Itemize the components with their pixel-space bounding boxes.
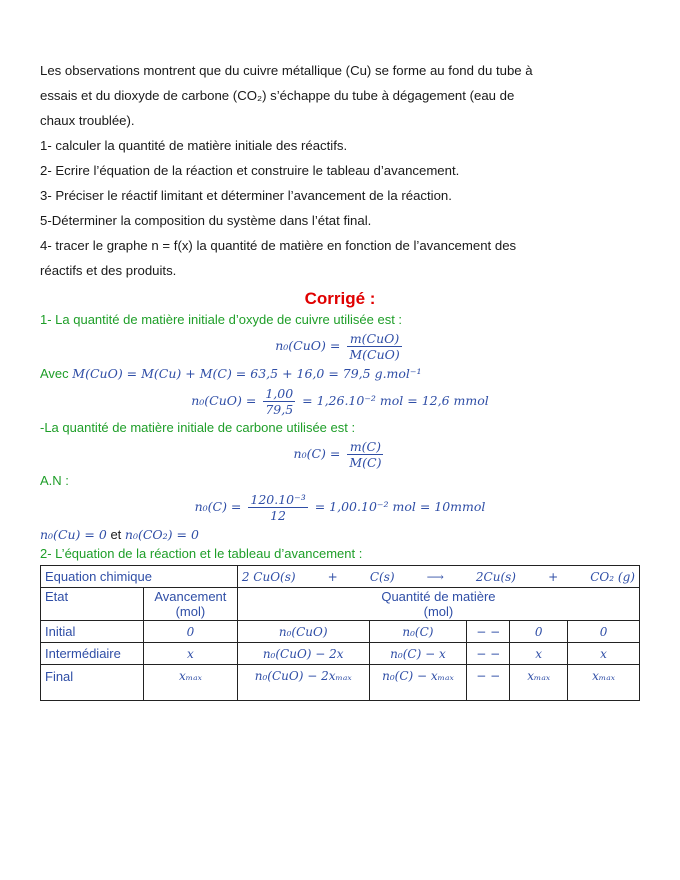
fraction (347, 331, 401, 362)
molar-mass-expr: M(CuO) = M(Cu) + M(C) = 63,5 + 16,0 = 79,5 g.mol⁻¹ (72, 366, 422, 381)
formula-lhs: n₀(C) = (293, 446, 341, 461)
advancement-table (40, 565, 640, 701)
products-initial-line (40, 525, 640, 545)
formula-n0-cuo (40, 331, 640, 362)
table-row (41, 665, 640, 701)
avec-label: Avec (40, 366, 69, 381)
cell-c: n₀(C) (369, 621, 467, 643)
fraction-denominator: M(CuO) (349, 347, 400, 362)
fraction-denominator: 12 (270, 508, 287, 523)
plus-sign: + (548, 569, 559, 584)
fraction-numerator: 120.10⁻³ (250, 492, 306, 507)
etat-header: Etat (41, 588, 144, 621)
plus-sign: + (327, 569, 338, 584)
reaction-arrow: ⟶ (426, 569, 444, 584)
quantite-label: Quantité de matière (381, 589, 496, 604)
fraction-denominator: 79,5 (265, 402, 294, 417)
product-co2: CO₂ (g) (590, 569, 635, 584)
cell-advancement: xₘₐₓ (143, 665, 237, 701)
formula-lhs: n₀(CuO) = (191, 393, 257, 408)
correction-heading: Corrigé : (304, 289, 376, 308)
product-cu: 2Cu(s) (475, 569, 516, 584)
molar-mass-line (40, 364, 640, 384)
cell-c: n₀(C) − xₘₐₓ (369, 665, 467, 701)
cell-cuo: n₀(CuO) (237, 621, 369, 643)
reactant-c: C(s) (369, 569, 395, 584)
question-3: 3- Préciser le réactif limitant et déterminer l’avancement de la réaction. (40, 188, 452, 203)
statement-line: Les observations montrent que du cuivre métallique (Cu) se forme au fond du tube à (40, 63, 533, 78)
cell-advancement: x (143, 643, 237, 665)
fraction-numerator: m(C) (347, 439, 383, 455)
an-label: A.N : (40, 473, 69, 488)
equation-label: Equation chimique (41, 566, 238, 588)
cell-cuo: n₀(CuO) − 2xₘₐₓ (237, 665, 369, 701)
answer-2-intro: 2- L’équation de la réaction et le tableau d’avancement : (40, 546, 363, 561)
question-4: 4- tracer le graphe n = f(x) la quantité de matière en fonction de l’avancement des (40, 238, 517, 253)
cell-cu: 0 (510, 621, 568, 643)
cell-co2: xₘₐₓ (568, 665, 640, 701)
fraction-numerator: m(CuO) (347, 331, 401, 347)
question-5: 5-Déterminer la composition du système dans l’état final. (40, 213, 372, 228)
answer-1-carbon-intro: -La quantité de matière initiale de carbone utilisée est : (40, 420, 356, 435)
fraction (263, 386, 295, 417)
document-page (40, 58, 640, 701)
question-2: 2- Ecrire l’équation de la réaction et construire le tableau d’avancement. (40, 163, 460, 178)
avancement-header (143, 588, 237, 621)
et-word: et (110, 527, 122, 542)
cell-cu: x (510, 643, 568, 665)
cell-cuo: n₀(CuO) − 2x (237, 643, 369, 665)
cell-co2: 0 (568, 621, 640, 643)
cell-c: n₀(C) − x (369, 643, 467, 665)
fraction-numerator: 1,00 (265, 386, 294, 401)
question-1: 1- calculer la quantité de matière initiale des réactifs. (40, 138, 348, 153)
statement-line: essais et du dioxyde de carbone (CO₂) s’échappe du tube à dégagement (eau de (40, 88, 515, 103)
chemical-equation (237, 566, 639, 588)
state-label: Initial (41, 621, 144, 643)
table-row (41, 621, 640, 643)
reactant-cuo: 2 CuO(s) (241, 569, 296, 584)
formula-n0-c (40, 439, 640, 470)
fraction (248, 492, 307, 523)
statement-line: chaux troublée). (40, 113, 135, 128)
cell-dash: − − (467, 643, 510, 665)
exercise-statement (40, 58, 640, 283)
cell-dash: − − (467, 665, 510, 701)
state-label: Intermédiaire (41, 643, 144, 665)
cell-advancement: 0 (143, 621, 237, 643)
question-4-cont: réactifs et des produits. (40, 263, 177, 278)
avancement-label: Avancement (154, 589, 227, 604)
cell-co2: x (568, 643, 640, 665)
quantite-header (237, 588, 639, 621)
table-row-header (41, 588, 640, 621)
avancement-unit: (mol) (175, 604, 206, 619)
cell-cu: xₘₐₓ (510, 665, 568, 701)
formula-rhs: = 1,26.10⁻² mol = 12,6 mmol (302, 393, 489, 408)
formula-rhs: = 1,00.10⁻² mol = 10mmol (314, 499, 486, 514)
formula-lhs: n₀(C) = (194, 499, 242, 514)
formula-n0-cuo-value (40, 386, 640, 417)
fraction-denominator: M(C) (349, 455, 382, 470)
state-label: Final (41, 665, 144, 701)
answer-1-intro: 1- La quantité de matière initiale d’oxyde de cuivre utilisée est : (40, 312, 403, 327)
table-row (41, 643, 640, 665)
quantite-unit: (mol) (423, 604, 454, 619)
fraction (347, 439, 383, 470)
cell-dash: − − (467, 621, 510, 643)
formula-lhs: n₀(CuO) = (275, 338, 341, 353)
n0-co2: n₀(CO₂) = 0 (124, 527, 199, 542)
n0-cu: n₀(Cu) = 0 (40, 527, 107, 542)
table-row-equation (41, 566, 640, 588)
formula-n0-c-value (40, 492, 640, 523)
